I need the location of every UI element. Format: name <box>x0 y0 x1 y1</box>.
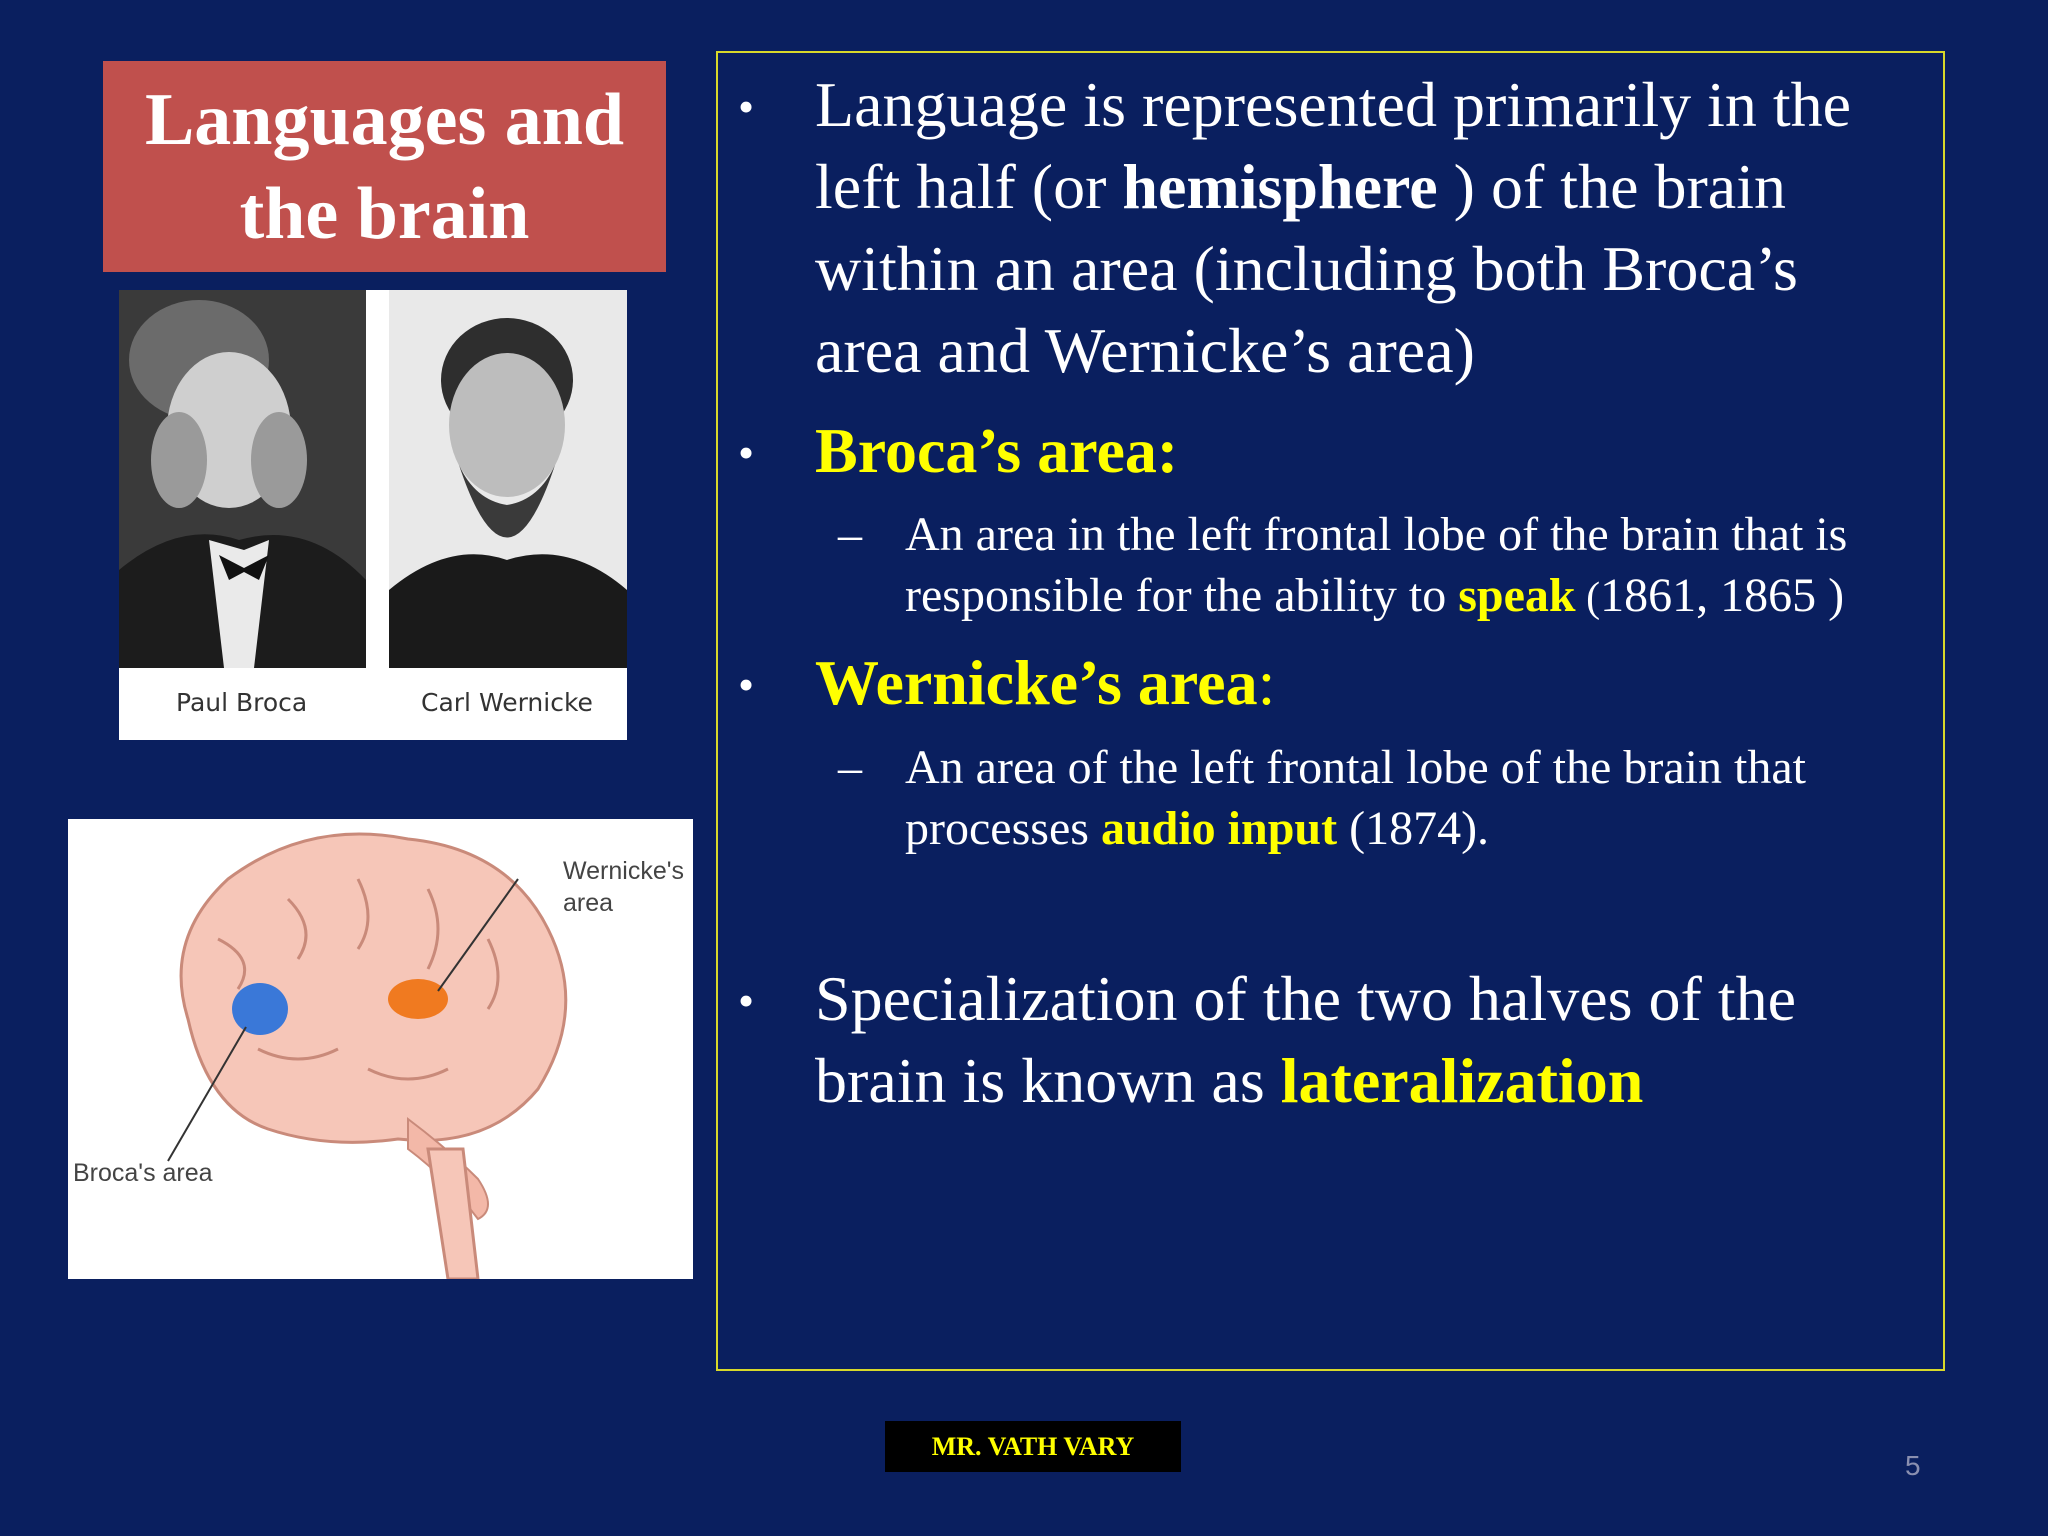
broca-sub-line-2 <box>905 565 1925 629</box>
broca-dates: 1861, 1865 ) <box>1600 569 1845 622</box>
wernicke-date: (1874). <box>1337 802 1490 855</box>
caption-paul-broca: Paul Broca <box>176 688 308 717</box>
p1-line-2 <box>815 146 1945 228</box>
broca-sub-line-1: An area in the left frontal lobe of the brain that is <box>905 508 1848 561</box>
slide-title-line-2: the brain <box>239 172 530 255</box>
bullet-3: • <box>738 659 755 710</box>
paragraph-language-representation <box>815 64 1945 392</box>
broca-sub-2c: ( <box>1575 575 1601 621</box>
broca-heading: Broca’s area: <box>815 415 1179 486</box>
dash-2: – <box>838 741 862 794</box>
page-number: 5 <box>1905 1450 1921 1481</box>
wernicke-description <box>905 737 1925 859</box>
wernicke-sub-line-2 <box>905 798 1925 859</box>
broca-label: Broca's area <box>73 1159 213 1187</box>
p4-line-2a: brain is known as <box>815 1045 1281 1116</box>
paragraph-lateralization <box>815 958 1945 1122</box>
brain-diagram <box>68 819 693 1279</box>
audio-input-term: audio input <box>1100 802 1338 855</box>
p1-line-4: area and Wernicke’s area) <box>815 315 1475 386</box>
wernicke-heading-text: Wernicke’s area <box>815 647 1258 718</box>
p1-line-2a: left half (or <box>815 151 1123 222</box>
bullet-2: • <box>738 427 755 478</box>
wernicke-label-line-1: Wernicke's <box>563 857 685 885</box>
wernicke-heading <box>815 642 1945 724</box>
slide-title-line-1: Languages and <box>144 78 625 161</box>
p1-line-2c: ) of the brain <box>1437 151 1786 222</box>
caption-carl-wernicke: Carl Wernicke <box>421 688 593 717</box>
p1-line-3: within an area (including both Broca’s <box>815 233 1798 304</box>
lateralization-term: lateralization <box>1280 1045 1644 1116</box>
portraits-panel <box>119 290 627 740</box>
paul-broca-portrait <box>119 290 366 668</box>
p1-line-1: Language is represented primarily in the <box>815 69 1852 140</box>
carl-wernicke-portrait <box>389 290 627 668</box>
bullet-1: • <box>738 81 755 132</box>
hemisphere-term: hemisphere <box>1122 151 1438 222</box>
author-footer: MR. VATH VARY <box>885 1421 1181 1472</box>
p4-line-2 <box>815 1040 1945 1122</box>
broca-sub-2a: responsible for the ability to <box>905 569 1459 622</box>
slide-title <box>103 61 666 272</box>
broca-description <box>905 504 1925 629</box>
broca-photo-illustration <box>119 290 366 668</box>
wernicke-sub-line-1: An area of the left frontal lobe of the brain that <box>905 741 1806 794</box>
speak-term: speak <box>1458 569 1576 622</box>
wernicke-label-line-2: area <box>563 889 614 917</box>
bullet-4: • <box>738 975 755 1026</box>
wernicke-photo-illustration <box>389 290 627 668</box>
wernicke-heading-colon: : <box>1257 647 1276 718</box>
p4-line-1: Specialization of the two halves of the <box>815 963 1797 1034</box>
wernicke-sub-2a: processes <box>905 802 1101 855</box>
dash-1: – <box>838 508 862 561</box>
